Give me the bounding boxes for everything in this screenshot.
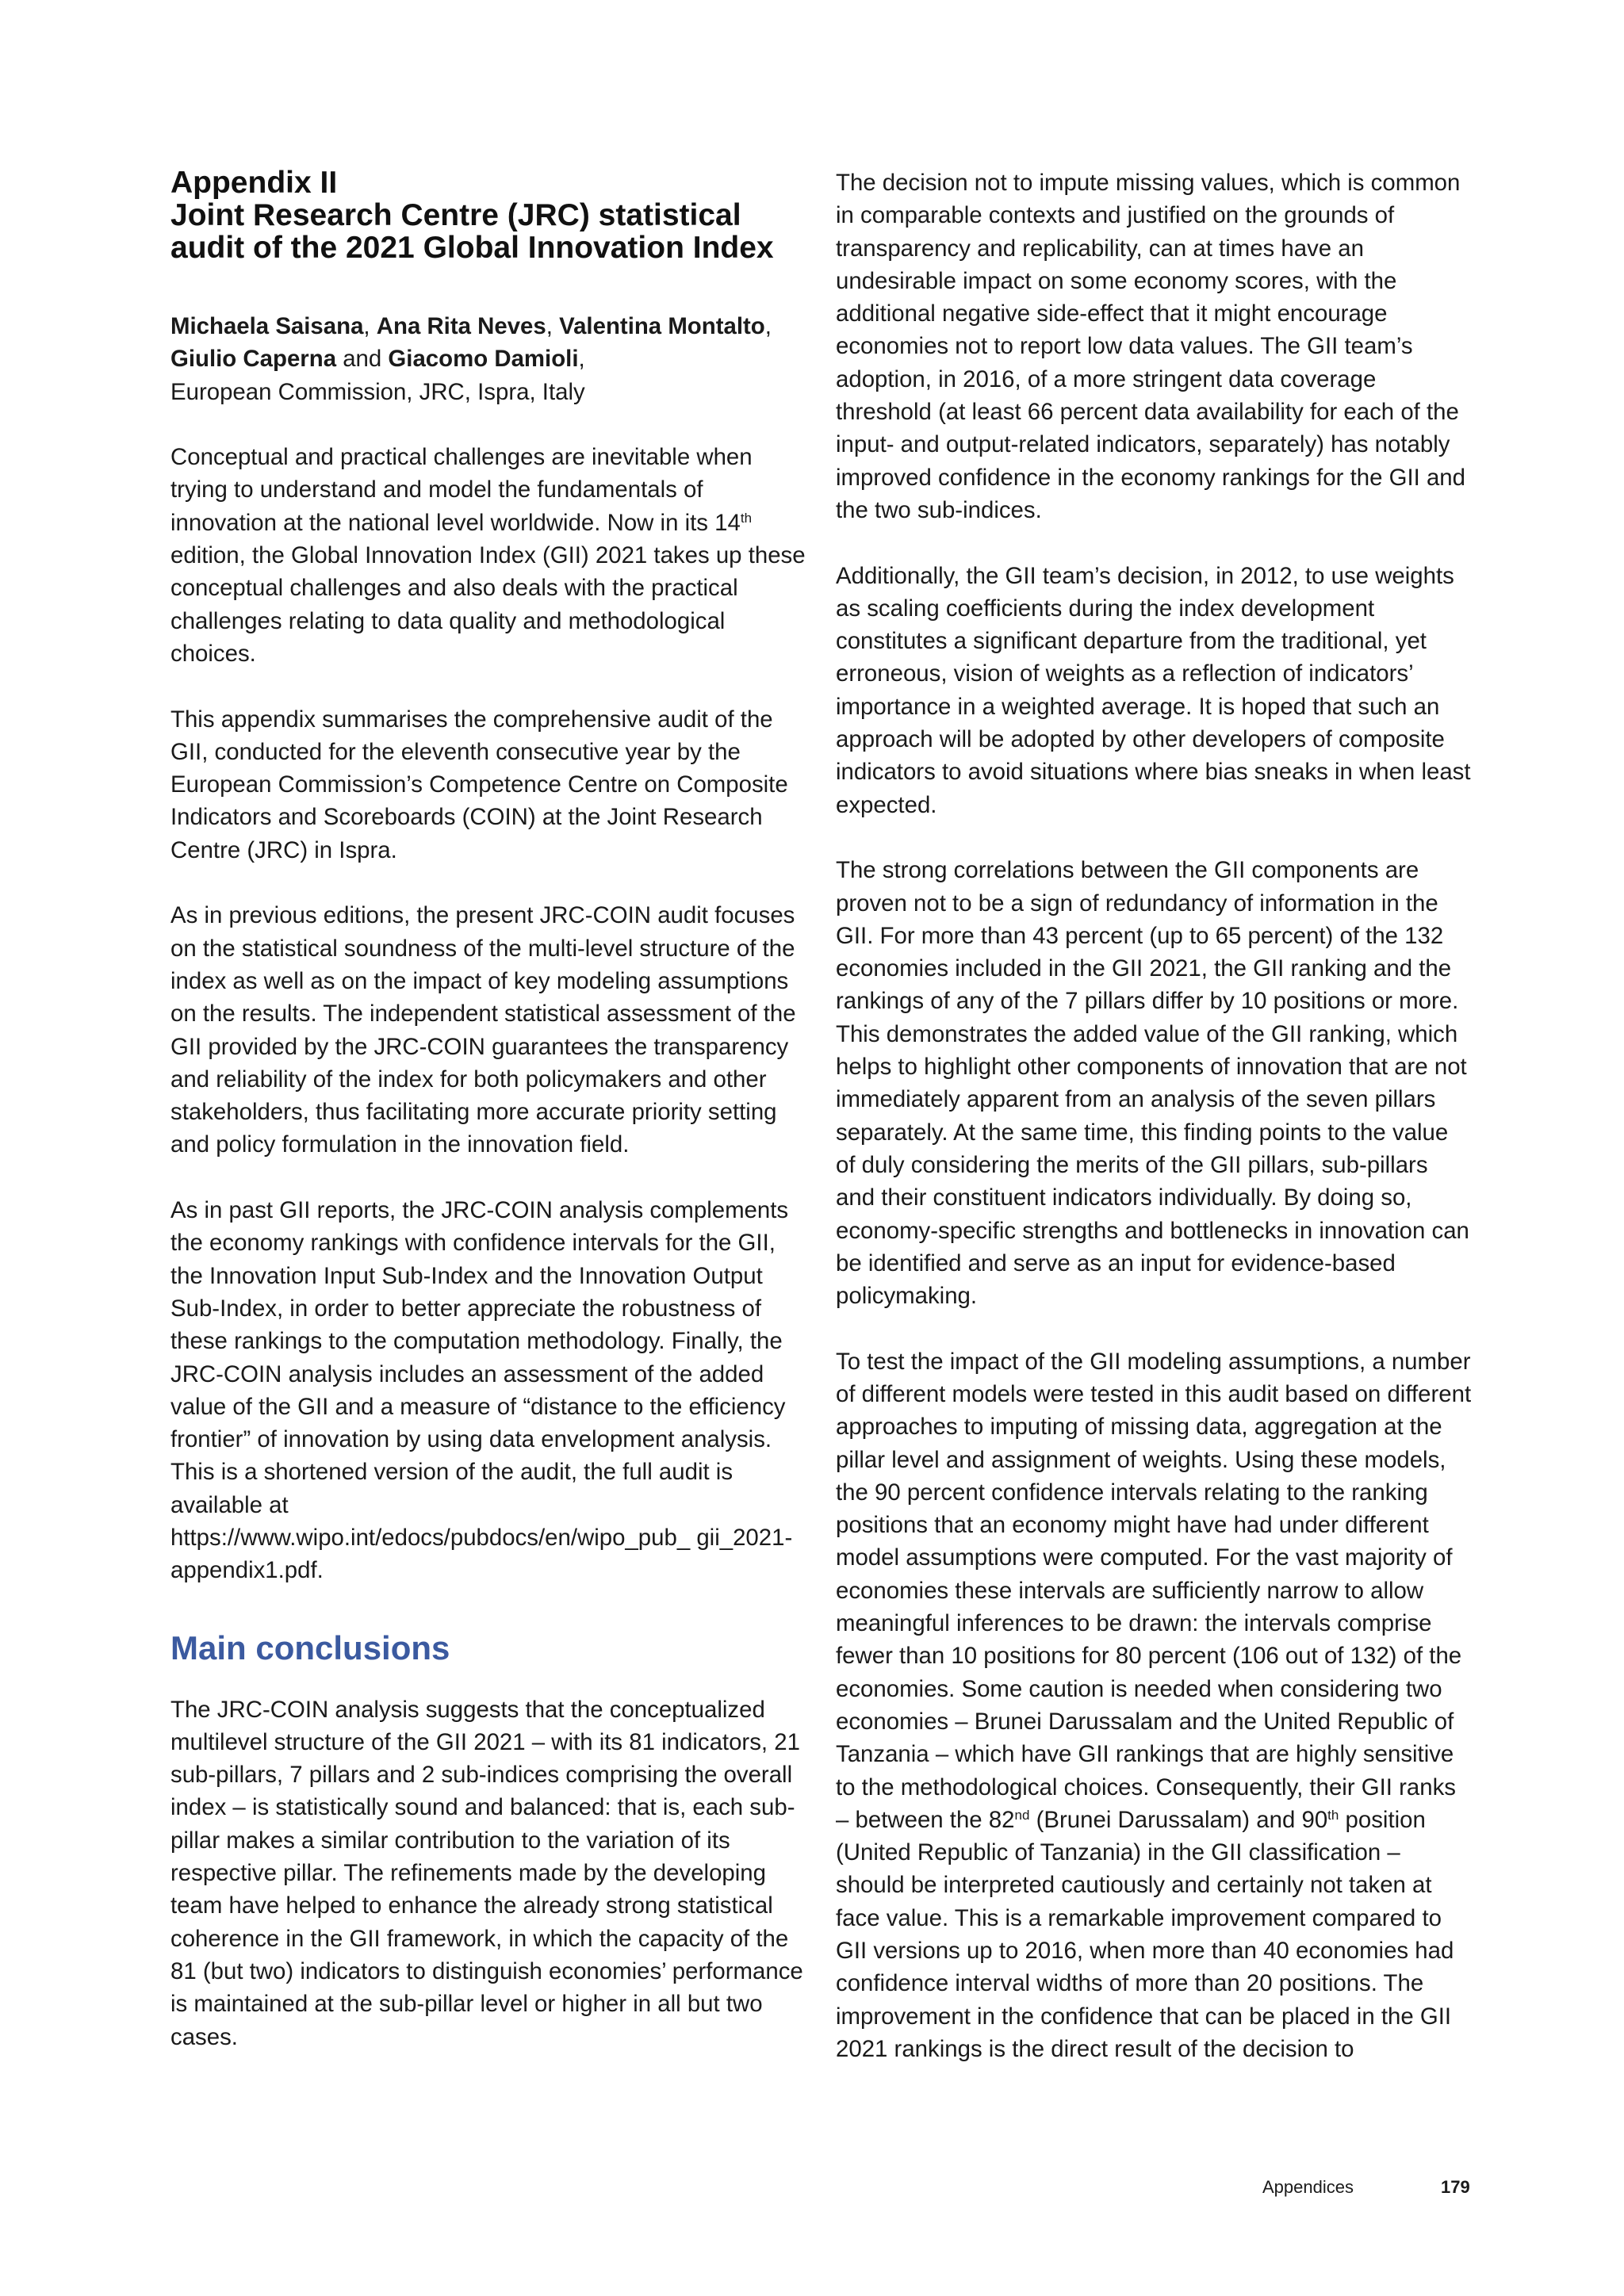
author-2: Ana Rita Neves bbox=[376, 313, 546, 339]
left-p1-text-b: edition, the Global Innovation Index (GII) 2021 takes up these conceptual challenges and also deals with the practical challenges relating to data quality and methodological choices. bbox=[170, 542, 806, 667]
left-p1-text-a: Conceptual and practical challenges are inevitable when trying to understand and model the fundamentals of innovation at the national level worldwide. Now in its 14 bbox=[170, 444, 753, 536]
right-paragraph-3: The strong correlations between the GII components are proven not to be a sign of redundancy of information in the GII. For more than 43 percent (up to 65 percent) of the 132 economies included in the GII 2021, the GII ranking and the rankings of any of the 7 pillars differ by 10 positions or more. This demonstrates the added value of the GII ranking, which helps to highlight other components of innovation that are not immediately apparent from an analysis of the seven pillars separately. At the same time, this finding points to the value of duly considering the merits of the GII pillars, sub-pillars and their constituent indicators individually. By doing so, economy-specific strengths and bottlenecks in innovation can be identified and serve as an input for evidence-based policymaking. bbox=[836, 857, 1469, 1310]
title-line-3: audit of the 2021 Global Innovation Index bbox=[170, 231, 774, 265]
author-affiliation: European Commission, JRC, Ispra, Italy bbox=[170, 378, 585, 405]
author-3: Valentina Montalto bbox=[559, 313, 765, 339]
right-p4-text-b: (Brunei Darussalam) and 90 bbox=[1029, 1806, 1328, 1833]
left-paragraph-5: The JRC-COIN analysis suggests that the conceptualized multilevel structure of the GII 2021 – with its 81 indicators, 21 sub-pillars, 7 pillars and 2 sub-indices comprising the overall index – is statistically sound and balanced: that is, each sub-pillar makes a similar contribution to the variation of its respective pillar. The refinements made by the developing team have helped to enhance the already strong statistical coherence in the GII framework, in which the capacity of the 81 (but two) indicators to distinguish economies’ performance is maintained at the sub-pillar level or higher in all but two cases. bbox=[170, 1696, 803, 2050]
right-p4-text-c: position (United Republic of Tanzania) in the GII classification – should be interpreted cautiously and certainly not taken at face value. This is a remarkable improvement compared to GII versions up to 2016, when more than 40 economies had confidence interval widths of more than 20 positions. The improvement in the confidence that can be placed in the GII 2021 rankings is the direct result of the decision to bbox=[836, 1806, 1454, 2062]
right-paragraph-2: Additionally, the GII team’s decision, in 2012, to use weights as scaling coefficients during the index development constitutes a significant departure from the traditional, yet erroneous, vision of weights as a reflection of indicators’ importance in a weighted average. It is hoped that such an approach will be adopted by other developers of composite indicators to avoid situations where bias sneaks in when least expected. bbox=[836, 562, 1471, 818]
left-paragraph-1 bbox=[170, 441, 806, 670]
right-p4-superscript-2: th bbox=[1327, 1807, 1339, 1823]
left-paragraph-4: As in past GII reports, the JRC-COIN analysis complements the economy rankings with confidence intervals for the GII, the Innovation Input Sub-Index and the Innovation Output Sub-Index, in order to better appreciate the robustness of these rankings to the computation methodology. Finally, the JRC-COIN analysis includes an assessment of the added value of the GII and a measure of “distance to the efficiency frontier” of innovation by using data envelopment analysis. This is a shortened version of the audit, the full audit is available at https://www.wipo.int/edocs/pubdocs/en/wipo_pub_ gii_2021-appendix1.pdf. bbox=[170, 1197, 793, 1584]
author-5: Giacomo Damioli bbox=[388, 346, 579, 373]
author-sep-3: , bbox=[764, 313, 772, 339]
left-p1-superscript: th bbox=[740, 510, 753, 526]
right-paragraph-1: The decision not to impute missing values, which is common in comparable contexts and justified on the grounds of transparency and replicability, can at times have an undesirable impact on some economy scores, with the additional negative side-effect that it might encourage economies not to report low data values. The GII team’s adoption, in 2016, of a more stringent data coverage threshold (at least 66 percent data availability for each of the input- and output-related indicators, separately) has notably improved confidence in the economy rankings for the GII and the two sub-indices. bbox=[836, 170, 1465, 523]
author-list bbox=[170, 310, 806, 408]
section-heading-main-conclusions: Main conclusions bbox=[170, 1628, 450, 1667]
left-paragraph-3: As in previous editions, the present JRC-COIN audit focuses on the statistical soundness of the multi-level structure of the index as well as on the impact of key modeling assumptions on the results. The independent statistical assessment of the GII provided by the JRC-COIN guarantees the transparency and reliability of the index for both policymakers and other stakeholders, thus facilitating more accurate priority setting and policy formulation in the innovation field. bbox=[170, 902, 796, 1158]
left-column bbox=[170, 166, 806, 2086]
page-number: 179 bbox=[1441, 2177, 1470, 2197]
author-sep-1: , bbox=[363, 313, 377, 339]
title-line-2: Joint Research Centre (JRC) statistical bbox=[170, 198, 741, 232]
left-paragraph-2: This appendix summarises the comprehensive audit of the GII, conducted for the eleventh consecutive year by the European Commission’s Competence Centre on Composite Indicators and Scoreboards (COIN) at the Joint Research Centre (JRC) in Ispra. bbox=[170, 706, 788, 863]
author-sep-4: and bbox=[336, 346, 389, 373]
footer-section-label: Appendices bbox=[1262, 2177, 1354, 2197]
right-paragraph-4 bbox=[836, 1345, 1472, 2066]
title-line-1: Appendix II bbox=[170, 166, 338, 200]
author-sep-2: , bbox=[546, 313, 560, 339]
author-4: Giulio Caperna bbox=[170, 346, 337, 373]
right-p4-superscript-1: nd bbox=[1014, 1807, 1030, 1823]
page-title bbox=[170, 166, 806, 264]
author-sep-5: , bbox=[578, 346, 585, 373]
author-1: Michaela Saisana bbox=[170, 313, 364, 339]
right-column bbox=[836, 166, 1472, 2099]
right-p4-text-a: To test the impact of the GII modeling assumptions, a number of different models were tested in this audit based on different approaches to imputing of missing data, aggregation at the pillar level and assignment of weights. Using these models, the 90 percent confidence intervals relating to the ranking positions that an economy might have had under different model assumptions were computed. For the vast majority of economies these intervals are sufficiently narrow to allow meaningful inferences to be drawn: the intervals comprise fewer than 10 positions for 80 percent (106 out of 132) of the economies. Some caution is needed when considering two economies – Brunei Darussalam and the United Republic of Tanzania – which have GII rankings that are highly sensitive to the methodological choices. Consequently, their GII ranks – between the 82 bbox=[836, 1348, 1472, 1833]
